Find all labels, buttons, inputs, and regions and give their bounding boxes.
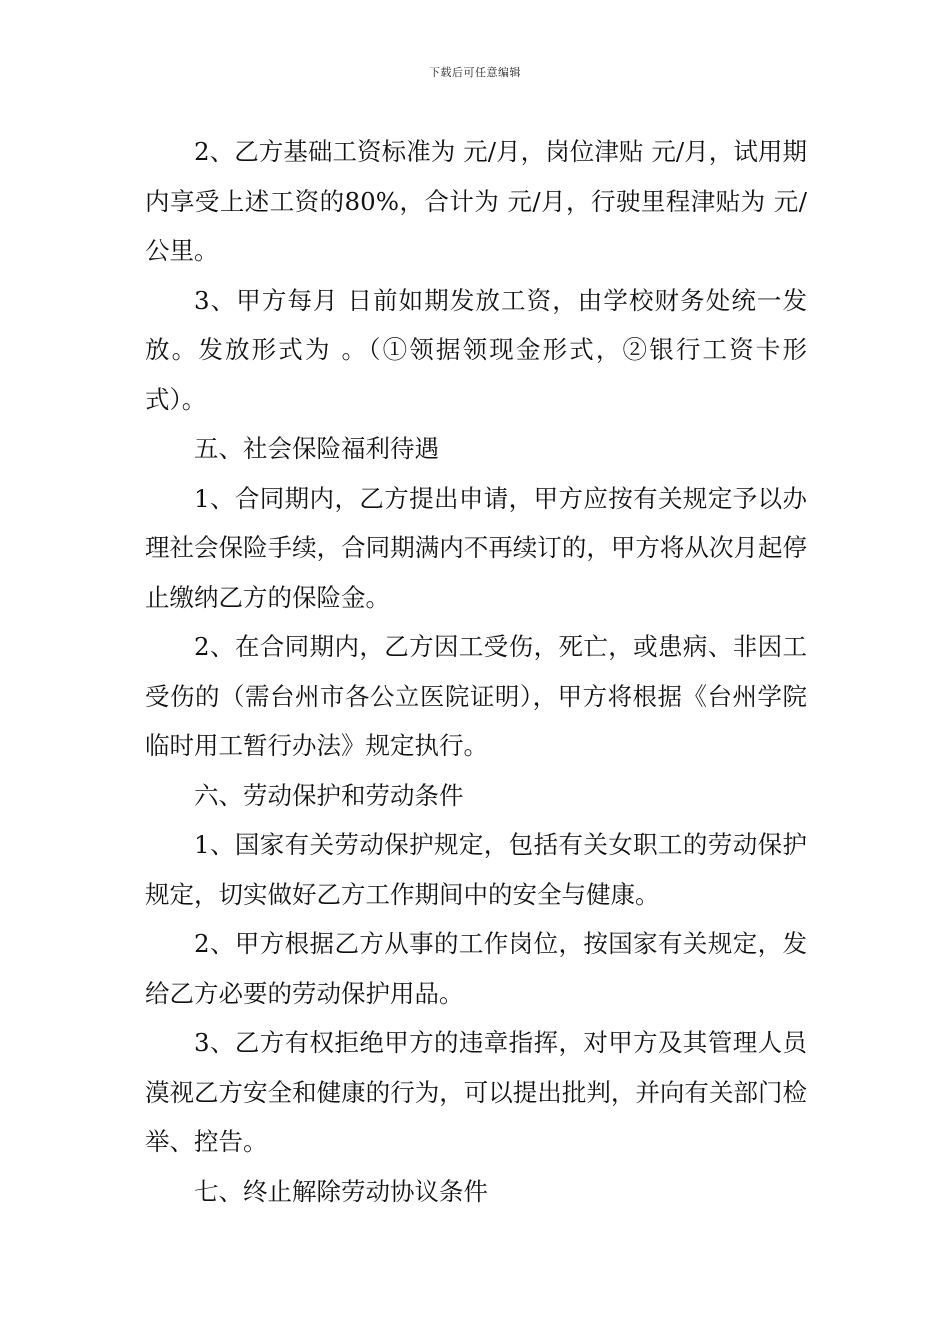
section-heading-social-insurance: 五、社会保险福利待遇 (194, 434, 439, 463)
section-heading-termination: 七、终止解除劳动协议条件 (194, 1176, 488, 1206)
paragraph-protection-equipment: 2、甲方根据乙方从事的工作岗位，按国家有关规定，发给乙方必要的劳动保护用品。 (145, 929, 807, 1008)
document-body (145, 127, 807, 1216)
section-heading-labor-protection: 六、劳动保护和劳动条件 (194, 780, 464, 810)
paragraph-injury-illness: 2、在合同期内，乙方因工受伤，死亡，或患病、非因工受伤的（需台州市各公立医院证明），甲方将根据《台州学院临时用工暂行办法》规定执行。 (145, 632, 807, 760)
paragraph-insurance-application: 1、合同期内，乙方提出申请，甲方应按有关规定予以办理社会保险手续，合同期满内不再续订的，甲方将从次月起停止缴纳乙方的保险金。 (145, 483, 807, 612)
paragraph-right-to-refuse: 3、乙方有权拒绝甲方的违章指挥，对甲方及其管理人员漠视乙方安全和健康的行为，可以提出批判，并向有关部门检举、控告。 (145, 1028, 807, 1156)
paragraph-protection-regulations: 1、国家有关劳动保护规定，包括有关女职工的劳动保护规定，切实做好乙方工作期间中的安全与健康。 (145, 830, 807, 909)
paragraph-salary-payment: 3、甲方每月 日前如期发放工资，由学校财务处统一发放。发放形式为 。（①领据领现金形式，②银行工资卡形式）。 (145, 285, 807, 414)
paragraph-salary-standard: 2、乙方基础工资标准为 元/月，岗位津贴 元/月，试用期内享受上述工资的80%，合计为 元/月，行驶里程津贴为 元/公里。 (145, 137, 807, 265)
page-header-note: 下载后可任意编辑 (429, 66, 521, 79)
